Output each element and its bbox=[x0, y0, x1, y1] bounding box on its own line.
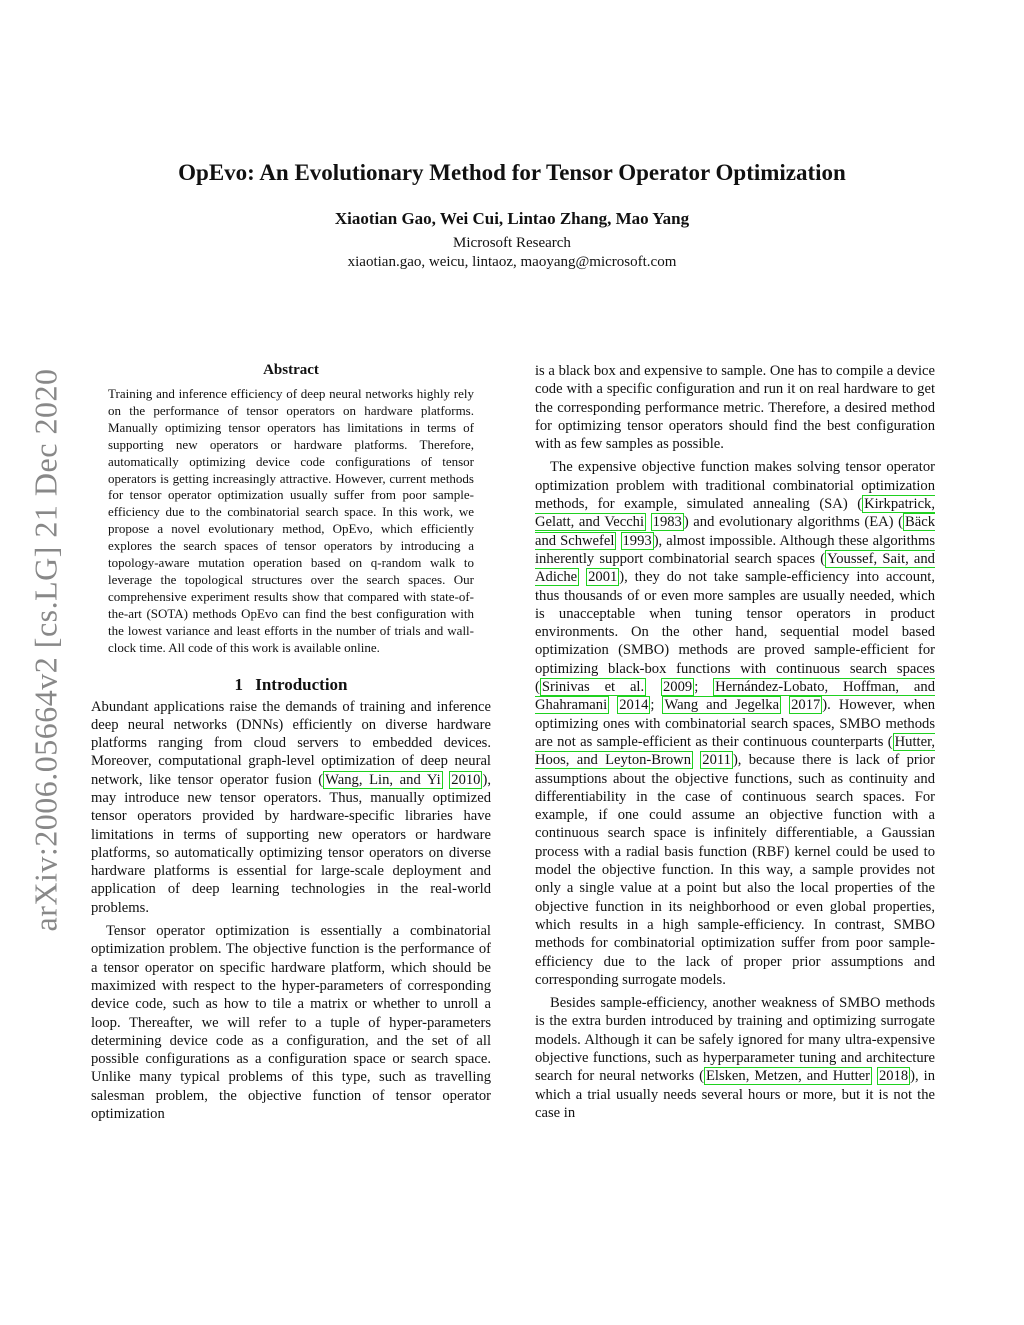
intro-paragraph-4: Besides sample-efficiency, another weakness of SMBO methods is the extra burden introduced by training and optimizing surrogate models. Although it can be safely ignored for many ultra-expensive objective functions, such as hyperparameter tuning and architecture search for neural networks ( Elsken, Metzen, and Hutter 2018 ), in which a trial usually needs several hours or more, but it is not the case in bbox=[535, 995, 935, 1121]
author-list: Xiaotian Gao, Wei Cui, Lintao Zhang, Mao Yang bbox=[334, 209, 690, 228]
right-column bbox=[535, 362, 935, 1122]
citation-link[interactable]: Youssef, Sait, and Adiche bbox=[535, 550, 935, 586]
citation-year-link[interactable]: 1993 bbox=[622, 532, 652, 549]
intro-paragraph-3: The expensive objective function makes solving tensor operator optimization problem with traditional combinatorial optimization methods, for example, simulated annealing (SA) ( Kirkpatrick, Gelatt, and Vecchi 1983 ) and evolutionary algorithms (EA) ( Bäck and Schwefel 1993 ), almost impossible. Although these algorithms inherently support combinatorial search spaces ( Youssef, Sait, and Adiche 2001 ), they do not take sample-efficiency into account, thus thousands of or even more samples are usually needed, which is unacceptable when tuning tensor operators in product environments. On the other hand, sequential model based optimization (SMBO) methods are proved sample-efficient for optimizing black-box functions with continuous search spaces ( Srinivas et al. 2009 ; Hernández-Lobato, Hoffman, and Ghahramani 2014 ; Wang and Jegelka 2017 ). However, when optimizing ones with combinatorial search spaces, SMBO methods are not as sample-efficient as their continuous counterparts ( Hutter, Hoos, and Leyton-Brown 2011 ), because there is lack of prior assumptions about the objective functions, such as continuity and differentiability in the case of continuous search spaces. For example, if one could assume an objective function with a continuous search space is infinitely differentiable, a Gaussian process with a radial basis function (RBF) kernel could be used to model the objective function. In this way, a sample provides not only a single value at a point but also the local properties of the objective function in its neighborhood or even global properties, which results in a high sample-efficiency. In contrast, SMBO methods for combinatorial optimization suffer from poor sample-efficiency due to the lack of proper prior assumptions and corresponding surrogate models. bbox=[535, 459, 936, 988]
citation-year-link[interactable]: 1983 bbox=[652, 514, 682, 531]
abstract-text: Training and inference efficiency of deep neural networks highly rely on the performance of tensor operators on hardware platforms. Manually optimizing tensor operators has limitations in terms of supporting new operators or hardware platforms. Therefore, automatically optimizing device code configurations of tensor operators is getting increasingly attractive. However, current methods for tensor operator optimization usually suffer from poor sample-efficiency due to the combinatorial search space. In this work, we propose a novel evolutionary method, OpEvo, which efficiently explores the search spaces of tensor operators by introducing a topology-aware mutation operation based on q-random walk to leverage the topological structures over the search spaces. Our comprehensive experiment results show that compared with state-of-the-art (SOTA) methods OpEvo can find the best configuration with the lowest variance and least efforts in the number of trials and wall-clock time. All code of this work is available online. bbox=[108, 386, 474, 655]
intro-paragraph-2-continued: is a black box and expensive to sample. One has to compile a device code with a specific configuration and run it on real hardware to get the corresponding performance metric. Therefore, a desired method for optimizing tensor operators should find the best configuration with as few samples as possible. bbox=[535, 363, 935, 453]
citation-link[interactable]: Wang and Jegelka bbox=[664, 697, 780, 714]
citation-link[interactable]: Kirkpatrick, Gelatt, and Vecchi bbox=[535, 496, 935, 531]
citation-link[interactable]: Elsken, Metzen, and Hutter bbox=[705, 1068, 871, 1085]
author-emails: xiaotian.gao, weicu, lintaoz, maoyang@microsoft.com bbox=[347, 254, 677, 270]
citation-year-link[interactable]: 2001 bbox=[588, 569, 618, 586]
citation-link[interactable]: Hutter, Hoos, and Leyton-Brown bbox=[535, 733, 935, 769]
citation-year-link[interactable]: 2018 bbox=[878, 1068, 909, 1085]
paper-title: OpEvo: An Evolutionary Method for Tensor Operator Optimization bbox=[178, 160, 846, 185]
citation-year-link[interactable]: 2009 bbox=[663, 679, 693, 696]
section-heading-introduction: 1 Introduction bbox=[234, 674, 348, 694]
intro-paragraph-1: Abundant applications raise the demands of training and inference deep neural networks (DNNs) efficiently on diverse hardware platforms ranging from cloud servers to embedded devices. Moreover, computational graph-level optimization of deep neural network, like tensor operator fusion ( Wang, Lin, and Yi 2010 ), may introduce new tensor operators. Thus, manually optimized tensor operators provided by hardware-specific libraries have limitations in terms of supporting new operators or hardware platforms, so automatically optimizing tensor operators on diverse hardware platforms is essential for large-scale deployment and application of deep learning technologies in the real-world problems. bbox=[91, 698, 491, 916]
citation-year-link[interactable]: 2011 bbox=[702, 752, 731, 769]
citation-year-link[interactable]: 2010 bbox=[451, 771, 481, 788]
abstract-heading: Abstract bbox=[263, 362, 319, 378]
arxiv-id: arXiv:2006.05664v2 [cs.LG] 21 Dec 2020 bbox=[27, 368, 64, 932]
intro-paragraph-2: Tensor operator optimization is essentially a combinatorial optimization problem. The objective function is the performance of a tensor operator on specific hardware platform, which should be maximized with respect to the hyper-parameters of corresponding device code, such as how to tile a matrix or whether to unroll a loop. Thereafter, we will refer to a tuple of hyper-parameters determining device code as a configuration, and the set of all possible configurations as a configuration space or search space. Unlike many typical problems of this type, such as travelling salesman problem, the objective function of tensor operator optimization bbox=[91, 923, 491, 1123]
citation-year-link[interactable]: 2017 bbox=[791, 697, 821, 714]
citation-year-link[interactable]: 2014 bbox=[619, 697, 649, 714]
citation-link[interactable]: Wang, Lin, and Yi bbox=[325, 771, 441, 788]
citation-link[interactable]: Hernández-Lobato, Hoffman, and Ghahramani bbox=[535, 679, 935, 714]
arxiv-sidebar-stamp bbox=[26, 350, 66, 950]
affiliation: Microsoft Research bbox=[453, 235, 571, 251]
citation-link[interactable]: Bäck and Schwefel bbox=[535, 514, 935, 549]
citation-link[interactable]: Srinivas et al. bbox=[541, 679, 645, 696]
left-column bbox=[91, 362, 491, 1123]
